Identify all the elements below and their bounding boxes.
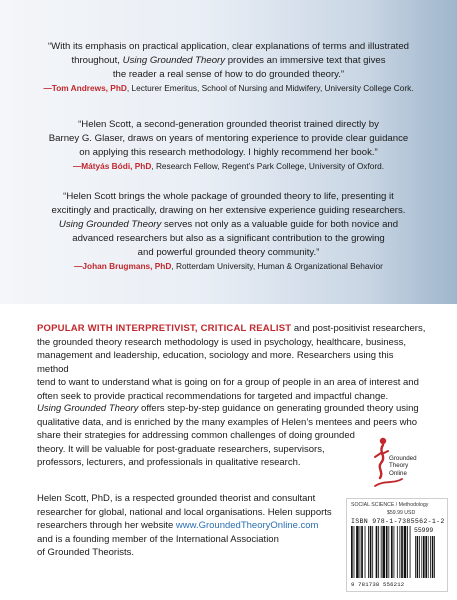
description-paragraph-2: [37, 402, 427, 470]
book-title: Using Grounded Theory: [37, 403, 139, 414]
endorsement-quote-3: [20, 190, 437, 272]
quote-text: “Helen Scott, a second-generation grounded theorist trained directly by: [78, 119, 379, 130]
book-title: Using Grounded Theory: [58, 219, 162, 230]
quote-text: the reader a real sense of how to do grounded theory.”: [112, 69, 345, 80]
body-line: theory. It will be valuable for post-graduate researchers, supervisors,: [37, 443, 325, 455]
body-line: and is a founding member of the International Association: [37, 533, 279, 545]
body-line: and post-positivist researchers,: [291, 323, 426, 334]
body-line: management and leadership, education, sociology and more. Researchers using this method: [37, 350, 394, 375]
logo-wordmark: [389, 455, 417, 477]
isbn-barcode-panel: [346, 498, 448, 592]
endorser-affiliation: , Rotterdam University, Human & Organizational Behavior: [171, 261, 383, 271]
barcode-icon: [351, 526, 443, 580]
body-line: researcher for global, national and local organisations. Helen supports: [37, 506, 332, 518]
bisac-category: SOCIAL SCIENCE / Methodology: [351, 502, 429, 508]
logo-text-line: Grounded: [389, 455, 417, 462]
quote-text: throughout,: [71, 55, 123, 66]
logo-text-line: Online: [389, 469, 407, 477]
body-line: often seek to provide practical recommendations for targeted and impactful change.: [37, 390, 389, 402]
quote-text: excitingly and practically, drawing on her extensive experience guiding researchers.: [51, 205, 406, 216]
endorser-name: —Tom Andrews, PhD: [43, 83, 127, 93]
book-title: Using Grounded Theory: [122, 55, 226, 66]
description-paragraph-1: [37, 322, 427, 404]
quote-attribution: [20, 160, 437, 172]
isbn-text: ISBN 978-1-7385562-1-2: [351, 518, 445, 525]
author-bio: [37, 492, 347, 560]
logo-text-line: Theory: [389, 462, 409, 470]
quote-attribution: [20, 260, 437, 272]
quote-text: on applying this research methodology. I highly recommend her book.”: [79, 147, 378, 158]
website-link[interactable]: www.GroundedTheoryOnline.com: [175, 520, 319, 532]
body-line: Helen Scott, PhD, is a respected grounded theorist and consultant: [37, 493, 316, 504]
price-addon-code: 55999: [414, 527, 434, 534]
body-line: qualitative data, and is enriched by the many examples of Helen’s mentees and peers who: [37, 416, 418, 428]
quote-attribution: [20, 82, 437, 94]
endorser-name: —Johan Brugmans, PhD: [74, 261, 172, 271]
price-label: $59.99 USD: [387, 510, 416, 516]
quote-text: “Helen Scott brings the whole package of grounded theory to life, presenting it: [63, 191, 394, 202]
quote-text: Barney G. Glaser, draws on years of mentoring experience to provide clear guidance: [48, 133, 409, 144]
endorser-name: —Mátyás Bódi, PhD: [72, 161, 152, 171]
endorsement-quote-2: [20, 118, 437, 172]
quote-text: provides an immersive text that gives: [225, 55, 386, 66]
body-line: professors, lecturers, and professionals in qualitative research.: [37, 457, 301, 469]
body-line: of Grounded Theorists.: [37, 547, 134, 559]
quote-text: serves not only as a valuable guide for both novice and: [161, 219, 399, 230]
endorser-affiliation: , Lecturer Emeritus, School of Nursing and Midwifery, University College Cork.: [126, 83, 414, 93]
endorser-affiliation: , Research Fellow, Regent’s Park College, University of Oxford.: [151, 161, 385, 171]
barcode-number: 9 781738 556212: [351, 581, 405, 588]
quote-text: advanced researchers but also as a significant contribution to the growing: [72, 233, 385, 244]
body-line: share their strategies for addressing common challenges of doing grounded: [37, 430, 355, 442]
lead-in-caps: POPULAR WITH INTERPRETIVIST, CRITICAL REALIST: [37, 323, 292, 334]
body-line: offers step-by-step guidance on generating grounded theory using: [138, 403, 419, 414]
body-line: tend to want to understand what is going on for a group of people in an area of interest and: [37, 377, 419, 389]
quote-text: and powerful grounded theory community.”: [137, 247, 320, 258]
body-line: the grounded theory research methodology is used in psychology, healthcare, business,: [37, 336, 406, 348]
endorsement-quote-1: [20, 40, 437, 94]
quote-text: “With its emphasis on practical application, clear explanations of terms and illustrated: [47, 41, 409, 52]
body-line: researchers through her website: [37, 520, 176, 532]
